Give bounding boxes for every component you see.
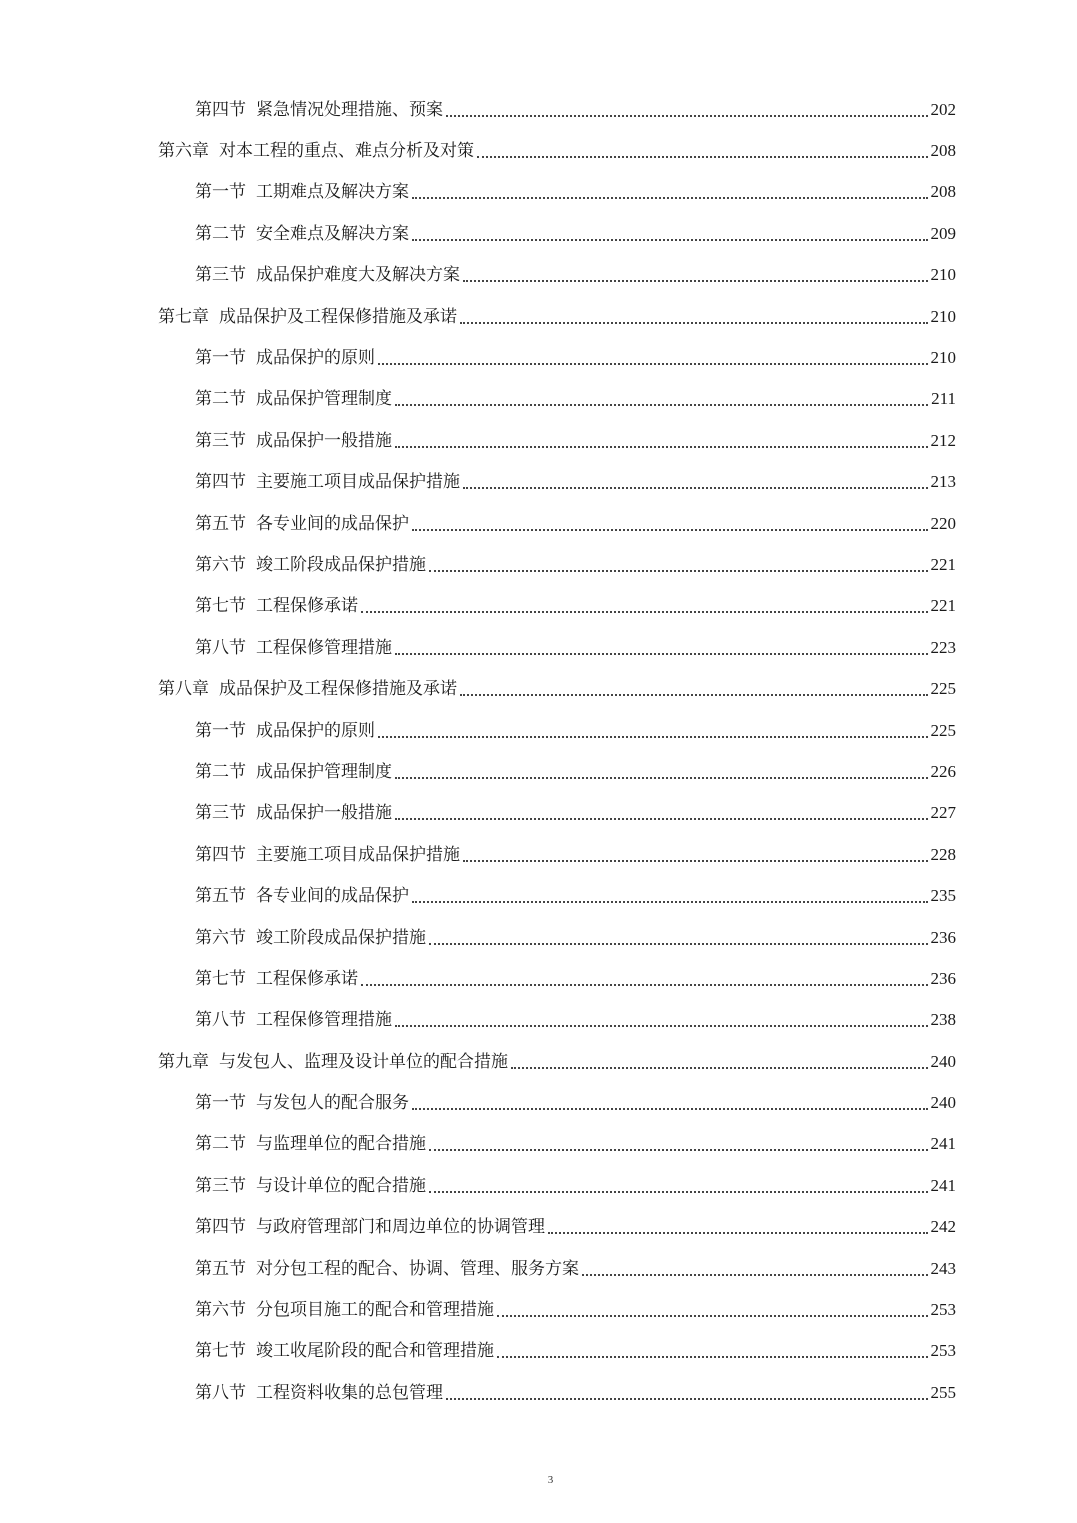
toc-dot-leader xyxy=(412,1108,928,1110)
toc-section-entry[interactable] xyxy=(0,751,1077,792)
toc-section-entry[interactable] xyxy=(0,1331,1077,1372)
toc-dot-leader xyxy=(463,280,928,282)
toc-entry-number: 第六节 xyxy=(195,1300,246,1321)
toc-entry-number: 第一节 xyxy=(195,182,246,203)
toc-chapter-entry[interactable] xyxy=(0,130,1077,171)
toc-entry-page: 212 xyxy=(930,430,956,450)
toc-entry-page: 210 xyxy=(930,306,956,326)
toc-section-entry[interactable] xyxy=(0,1000,1077,1041)
toc-entry-title: 竣工阶段成品保护措施 xyxy=(256,927,426,948)
toc-entry-title: 与发包人的配合服务 xyxy=(256,1093,409,1114)
toc-entry-title: 分包项目施工的配合和管理措施 xyxy=(256,1300,494,1321)
toc-entry-number: 第八章 xyxy=(158,679,209,700)
toc-entry-page: 253 xyxy=(930,1341,956,1361)
toc-entry-page: 202 xyxy=(930,99,956,119)
toc-entry-title: 成品保护管理制度 xyxy=(256,761,392,782)
toc-entry-page: 221 xyxy=(930,596,956,616)
toc-dot-leader xyxy=(395,404,928,406)
toc-entry-page: 208 xyxy=(930,141,956,161)
toc-entry-number: 第一节 xyxy=(195,1093,246,1114)
toc-section-entry[interactable] xyxy=(0,462,1077,503)
toc-section-entry[interactable] xyxy=(0,917,1077,958)
toc-section-entry[interactable] xyxy=(0,958,1077,999)
toc-dot-leader xyxy=(460,322,928,324)
page-number: 3 xyxy=(547,1474,554,1486)
toc-dot-leader xyxy=(511,1067,928,1069)
toc-chapter-entry[interactable] xyxy=(0,1041,1077,1082)
table-of-contents xyxy=(0,89,1077,1414)
toc-section-entry[interactable] xyxy=(0,875,1077,916)
toc-entry-title: 成品保护一般措施 xyxy=(256,803,392,824)
toc-section-entry[interactable] xyxy=(0,420,1077,461)
toc-entry-page: 220 xyxy=(930,513,956,533)
toc-entry-title: 工程保修管理措施 xyxy=(256,1010,392,1031)
toc-entry-number: 第八节 xyxy=(195,1382,246,1403)
toc-entry-title: 工程保修承诺 xyxy=(256,968,358,989)
toc-section-entry[interactable] xyxy=(0,255,1077,296)
toc-entry-number: 第六节 xyxy=(195,927,246,948)
toc-entry-title: 安全难点及解决方案 xyxy=(256,223,409,244)
toc-entry-title: 竣工收尾阶段的配合和管理措施 xyxy=(256,1341,494,1362)
toc-entry-page: 255 xyxy=(930,1382,956,1402)
toc-entry-page: 208 xyxy=(930,182,956,202)
toc-entry-number: 第三节 xyxy=(195,803,246,824)
toc-entry-number: 第一节 xyxy=(195,348,246,369)
toc-dot-leader xyxy=(463,860,928,862)
toc-dot-leader xyxy=(395,446,928,448)
toc-section-entry[interactable] xyxy=(0,213,1077,254)
toc-section-entry[interactable] xyxy=(0,172,1077,213)
toc-section-entry[interactable] xyxy=(0,710,1077,751)
toc-entry-title: 主要施工项目成品保护措施 xyxy=(256,472,460,493)
toc-section-entry[interactable] xyxy=(0,503,1077,544)
toc-entry-page: 209 xyxy=(930,223,956,243)
toc-entry-title: 成品保护难度大及解决方案 xyxy=(256,265,460,286)
toc-entry-number: 第六章 xyxy=(158,141,209,162)
toc-entry-title: 与政府管理部门和周边单位的协调管理 xyxy=(256,1217,545,1238)
toc-entry-title: 成品保护一般措施 xyxy=(256,430,392,451)
toc-dot-leader xyxy=(429,943,928,945)
toc-entry-page: 210 xyxy=(930,265,956,285)
toc-dot-leader xyxy=(361,984,928,986)
toc-section-entry[interactable] xyxy=(0,89,1077,130)
toc-dot-leader xyxy=(429,1149,928,1151)
toc-entry-title: 对分包工程的配合、协调、管理、服务方案 xyxy=(256,1258,579,1279)
toc-entry-title: 对本工程的重点、难点分析及对策 xyxy=(219,141,474,162)
toc-dot-leader xyxy=(395,818,928,820)
toc-section-entry[interactable] xyxy=(0,544,1077,585)
toc-entry-number: 第三节 xyxy=(195,265,246,286)
toc-entry-number: 第四节 xyxy=(195,1217,246,1238)
toc-entry-page: 225 xyxy=(930,679,956,699)
toc-section-entry[interactable] xyxy=(0,1207,1077,1248)
toc-entry-number: 第三节 xyxy=(195,430,246,451)
toc-entry-page: 236 xyxy=(930,968,956,988)
toc-dot-leader xyxy=(412,529,928,531)
toc-entry-page: 243 xyxy=(930,1258,956,1278)
toc-entry-page: 241 xyxy=(930,1134,956,1154)
toc-entry-page: 210 xyxy=(930,348,956,368)
toc-entry-title: 工程保修承诺 xyxy=(256,596,358,617)
toc-dot-leader xyxy=(395,1025,928,1027)
toc-entry-title: 成品保护管理制度 xyxy=(256,389,392,410)
toc-section-entry[interactable] xyxy=(0,337,1077,378)
toc-section-entry[interactable] xyxy=(0,627,1077,668)
toc-entry-title: 成品保护的原则 xyxy=(256,720,375,741)
toc-dot-leader xyxy=(429,570,928,572)
toc-entry-number: 第九章 xyxy=(158,1051,209,1072)
toc-entry-number: 第二节 xyxy=(195,761,246,782)
toc-dot-leader xyxy=(378,736,928,738)
toc-chapter-entry[interactable] xyxy=(0,668,1077,709)
toc-entry-number: 第五节 xyxy=(195,886,246,907)
toc-dot-leader xyxy=(460,694,928,696)
toc-chapter-entry[interactable] xyxy=(0,296,1077,337)
toc-entry-number: 第二节 xyxy=(195,223,246,244)
toc-section-entry[interactable] xyxy=(0,586,1077,627)
toc-entry-page: 227 xyxy=(930,803,956,823)
toc-entry-page: 240 xyxy=(930,1093,956,1113)
toc-section-entry[interactable] xyxy=(0,1289,1077,1330)
toc-section-entry[interactable] xyxy=(0,1165,1077,1206)
toc-section-entry[interactable] xyxy=(0,379,1077,420)
toc-entry-number: 第三节 xyxy=(195,1175,246,1196)
toc-dot-leader xyxy=(378,363,928,365)
toc-entry-page: 236 xyxy=(930,927,956,947)
toc-dot-leader xyxy=(446,1398,928,1400)
toc-entry-number: 第一节 xyxy=(195,720,246,741)
toc-entry-number: 第七节 xyxy=(195,596,246,617)
toc-entry-title: 工期难点及解决方案 xyxy=(256,182,409,203)
toc-dot-leader xyxy=(463,487,928,489)
toc-entry-page: 228 xyxy=(930,844,956,864)
toc-entry-title: 各专业间的成品保护 xyxy=(256,513,409,534)
toc-entry-page: 238 xyxy=(930,1010,956,1030)
toc-entry-page: 253 xyxy=(930,1300,956,1320)
toc-entry-title: 工程保修管理措施 xyxy=(256,637,392,658)
toc-entry-page: 223 xyxy=(930,637,956,657)
toc-entry-number: 第五节 xyxy=(195,513,246,534)
toc-entry-title: 各专业间的成品保护 xyxy=(256,886,409,907)
toc-dot-leader xyxy=(446,115,928,117)
toc-entry-number: 第二节 xyxy=(195,1134,246,1155)
toc-entry-page: 213 xyxy=(930,472,956,492)
toc-entry-number: 第六节 xyxy=(195,554,246,575)
toc-entry-number: 第八节 xyxy=(195,1010,246,1031)
toc-entry-number: 第五节 xyxy=(195,1258,246,1279)
toc-entry-title: 与设计单位的配合措施 xyxy=(256,1175,426,1196)
toc-dot-leader xyxy=(361,611,928,613)
toc-entry-page: 225 xyxy=(930,720,956,740)
toc-entry-page: 226 xyxy=(930,761,956,781)
toc-section-entry[interactable] xyxy=(0,834,1077,875)
toc-dot-leader xyxy=(412,901,928,903)
toc-dot-leader xyxy=(582,1274,928,1276)
toc-dot-leader xyxy=(548,1232,928,1234)
toc-entry-number: 第四节 xyxy=(195,472,246,493)
toc-dot-leader xyxy=(395,653,928,655)
toc-entry-page: 242 xyxy=(930,1217,956,1237)
toc-entry-title: 工程资料收集的总包管理 xyxy=(256,1382,443,1403)
toc-section-entry[interactable] xyxy=(0,1248,1077,1289)
toc-entry-number: 第四节 xyxy=(195,99,246,120)
toc-entry-title: 与监理单位的配合措施 xyxy=(256,1134,426,1155)
toc-dot-leader xyxy=(412,197,928,199)
toc-entry-title: 成品保护的原则 xyxy=(256,348,375,369)
toc-entry-title: 成品保护及工程保修措施及承诺 xyxy=(219,679,457,700)
toc-dot-leader xyxy=(412,239,928,241)
toc-dot-leader xyxy=(395,777,928,779)
toc-entry-number: 第二节 xyxy=(195,389,246,410)
toc-section-entry[interactable] xyxy=(0,1082,1077,1123)
toc-section-entry[interactable] xyxy=(0,1124,1077,1165)
toc-entry-number: 第八节 xyxy=(195,637,246,658)
toc-entry-number: 第七节 xyxy=(195,1341,246,1362)
toc-dot-leader xyxy=(477,156,928,158)
toc-entry-number: 第七章 xyxy=(158,306,209,327)
toc-dot-leader xyxy=(429,1191,928,1193)
toc-entry-title: 竣工阶段成品保护措施 xyxy=(256,554,426,575)
toc-section-entry[interactable] xyxy=(0,793,1077,834)
toc-entry-page: 235 xyxy=(930,886,956,906)
toc-entry-title: 紧急情况处理措施、预案 xyxy=(256,99,443,120)
toc-section-entry[interactable] xyxy=(0,1372,1077,1413)
toc-dot-leader xyxy=(497,1315,928,1317)
toc-entry-page: 221 xyxy=(930,554,956,574)
toc-dot-leader xyxy=(497,1356,928,1358)
toc-entry-number: 第四节 xyxy=(195,844,246,865)
toc-entry-title: 成品保护及工程保修措施及承诺 xyxy=(219,306,457,327)
toc-entry-page: 240 xyxy=(930,1051,956,1071)
toc-entry-title: 主要施工项目成品保护措施 xyxy=(256,844,460,865)
toc-entry-page: 211 xyxy=(931,389,956,409)
toc-entry-page: 241 xyxy=(930,1175,956,1195)
toc-entry-number: 第七节 xyxy=(195,968,246,989)
toc-entry-title: 与发包人、监理及设计单位的配合措施 xyxy=(219,1051,508,1072)
